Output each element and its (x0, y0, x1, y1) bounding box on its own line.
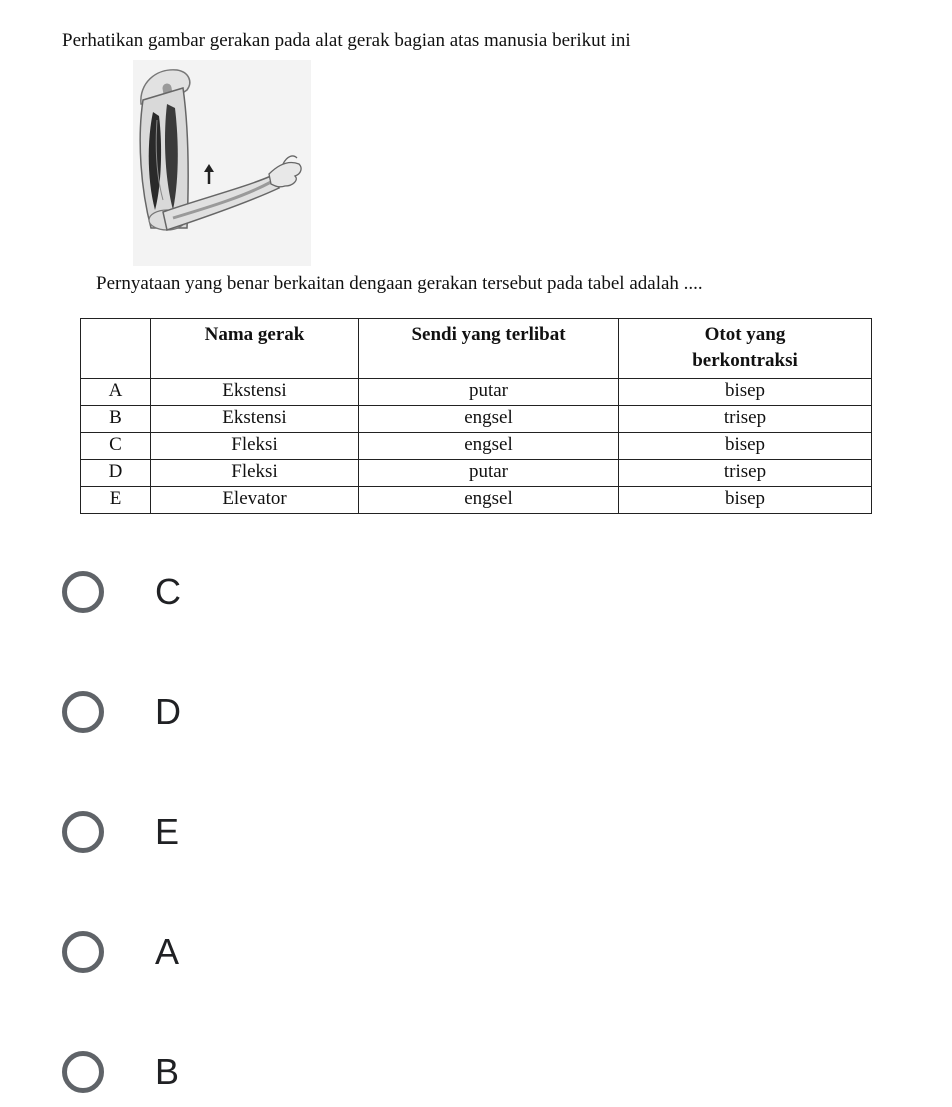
table-cell-otot: trisep (619, 406, 872, 433)
table-cell-otot: bisep (619, 379, 872, 406)
table-cell-gerak: Ekstensi (151, 406, 359, 433)
table-row (81, 487, 872, 514)
option-label: E (155, 811, 180, 852)
table-cell-sendi: putar (359, 379, 619, 406)
table-cell-gerak: Elevator (151, 487, 359, 514)
table-cell-sendi: engsel (359, 406, 619, 433)
header-cell-nama-gerak: Nama gerak (151, 319, 359, 379)
radio-button-icon[interactable] (62, 931, 104, 973)
option-c[interactable] (62, 564, 362, 620)
table-cell-letter: E (81, 487, 151, 514)
option-d[interactable] (62, 684, 362, 740)
table-cell-otot: trisep (619, 460, 872, 487)
question-title: Perhatikan gambar gerakan pada alat gerak bagian atas manusia berikut ini (62, 30, 631, 51)
table-cell-sendi: engsel (359, 487, 619, 514)
table-cell-letter: C (81, 433, 151, 460)
header-cell-letter (81, 319, 151, 379)
header-cell-sendi: Sendi yang terlibat (359, 319, 619, 379)
option-label: B (155, 1051, 180, 1092)
table-row (81, 379, 872, 406)
table-cell-otot: bisep (619, 487, 872, 514)
table-cell-sendi: putar (359, 460, 619, 487)
option-label: A (155, 931, 180, 972)
answer-table (80, 318, 872, 514)
table-row (81, 406, 872, 433)
table-cell-letter: D (81, 460, 151, 487)
table-cell-letter: A (81, 379, 151, 406)
arm-muscle-illustration (133, 60, 311, 266)
table-cell-otot: bisep (619, 433, 872, 460)
table-cell-sendi: engsel (359, 433, 619, 460)
question-statement: Pernyataan yang benar berkaitan dengaan gerakan tersebut pada tabel adalah .... (96, 273, 703, 294)
table-cell-letter: B (81, 406, 151, 433)
table-header-row (81, 319, 872, 379)
option-label: C (155, 571, 181, 612)
table-row (81, 433, 872, 460)
table-cell-gerak: Fleksi (151, 433, 359, 460)
table-row (81, 460, 872, 487)
option-a[interactable] (62, 924, 362, 980)
table-cell-gerak: Ekstensi (151, 379, 359, 406)
radio-button-icon[interactable] (62, 691, 104, 733)
option-b[interactable] (62, 1044, 362, 1100)
table-cell-gerak: Fleksi (151, 460, 359, 487)
option-e[interactable] (62, 804, 362, 860)
radio-button-icon[interactable] (62, 1051, 104, 1093)
radio-button-icon[interactable] (62, 571, 104, 613)
header-cell-otot: Otot yang berkontraksi (619, 319, 872, 379)
option-label: D (155, 691, 181, 732)
radio-button-icon[interactable] (62, 811, 104, 853)
